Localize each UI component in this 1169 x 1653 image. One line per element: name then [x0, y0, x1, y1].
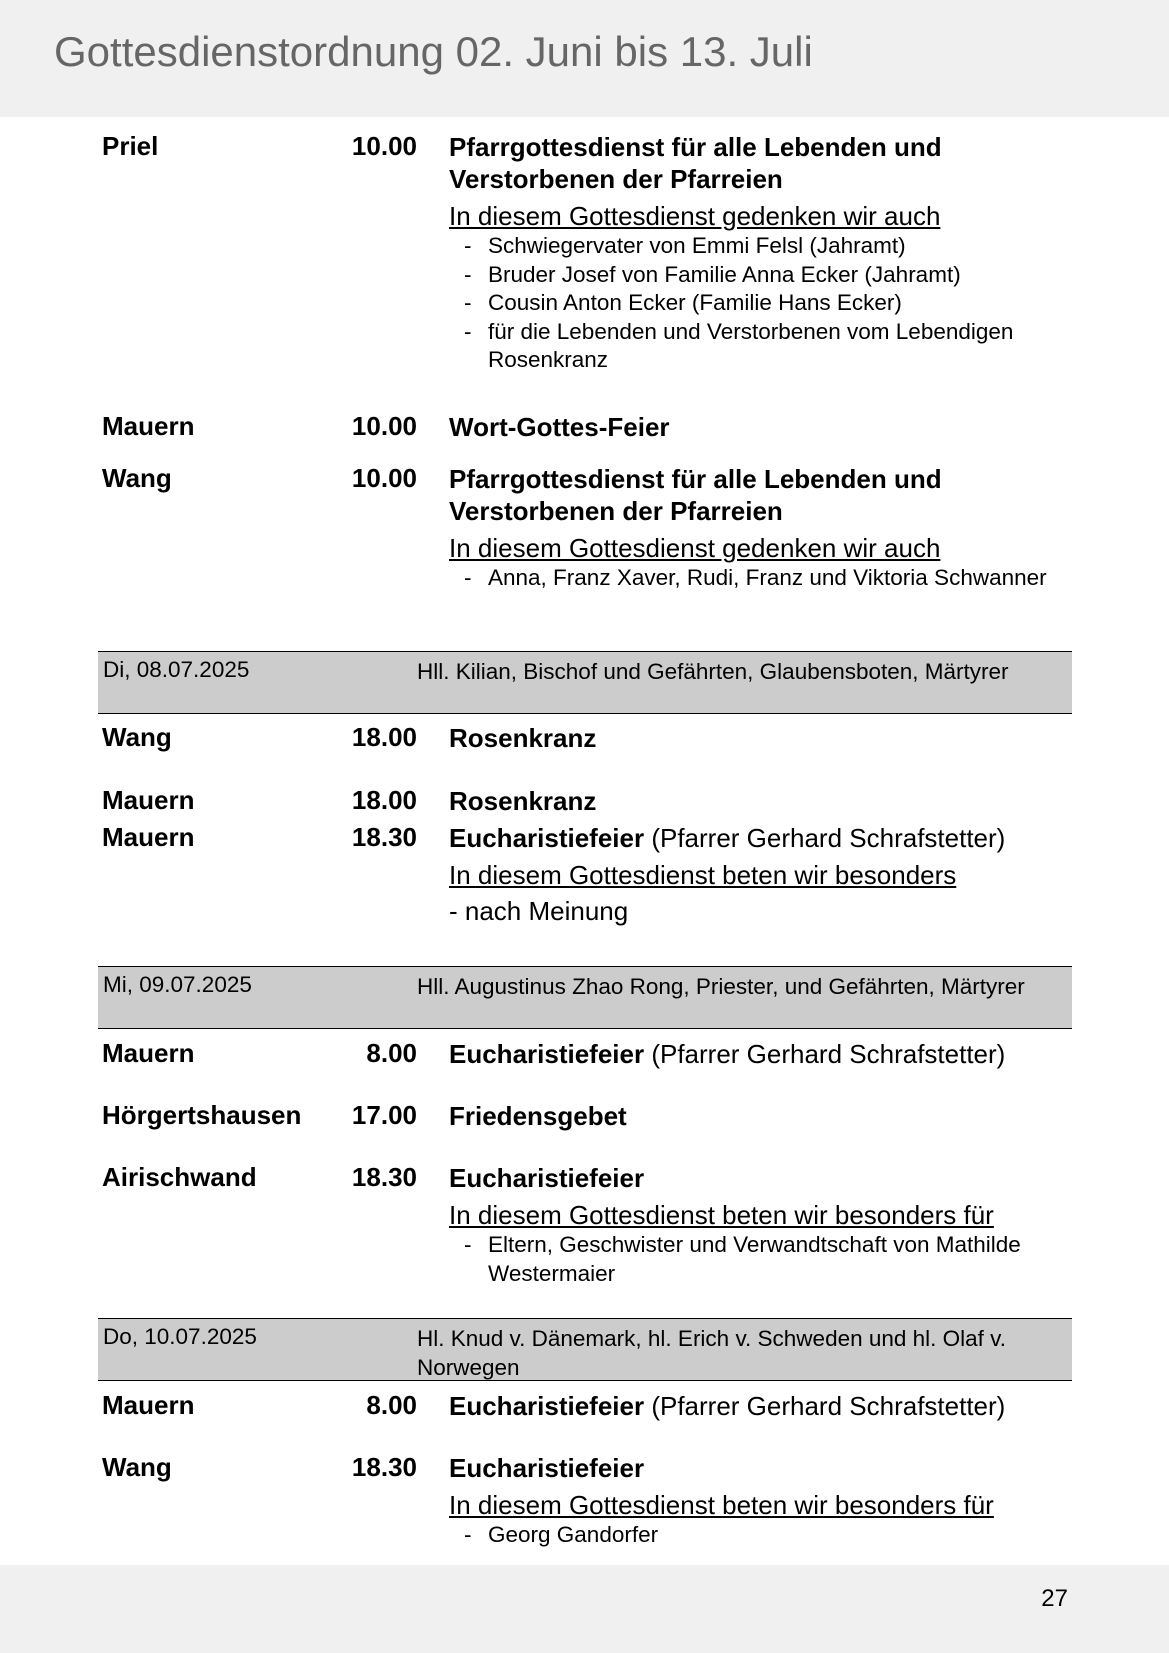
intention-item: - Schwiegervater von Emmi Felsl (Jahramt): [464, 233, 906, 258]
time: 18.30: [351, 822, 417, 852]
place: Mauern: [102, 822, 195, 852]
place: Wang: [102, 463, 172, 493]
service-details: [449, 1162, 1049, 1288]
day-feast: Hll. Kilian, Bischof und Gefährten, Glaubensboten, Märtyrer: [417, 659, 1009, 684]
page-header: [0, 0, 1169, 117]
intentions-list: [449, 232, 1069, 375]
time: 17.00: [351, 1100, 417, 1130]
service-details: [449, 131, 1069, 375]
service-title: Rosenkranz: [449, 786, 597, 816]
intention-text: - nach Meinung: [449, 896, 629, 926]
place: Mauern: [102, 1038, 195, 1068]
place: Priel: [102, 131, 159, 161]
intention-item: - Eltern, Geschwister und Verwandtschaft von Mathilde Westermaier: [464, 1232, 1021, 1286]
time: 18.00: [351, 722, 417, 752]
day-date: Mi, 09.07.2025: [103, 972, 252, 997]
day-feast: Hl. Knud v. Dänemark, hl. Erich v. Schweden und hl. Olaf v. Norwegen: [417, 1326, 1007, 1380]
service-details: [449, 463, 1069, 593]
service-note: (Pfarrer Gerhard Schrafstetter): [651, 1039, 1006, 1069]
service-title: Eucharistiefeier: [449, 1453, 645, 1483]
time: 8.00: [366, 1390, 417, 1420]
service-details: [449, 1100, 1069, 1132]
day-header: [98, 966, 1072, 1029]
intention-item: - Georg Gandorfer: [464, 1522, 659, 1547]
service-note: (Pfarrer Gerhard Schrafstetter): [651, 1391, 1006, 1421]
day-date: Do, 10.07.2025: [103, 1324, 257, 1349]
page-footer: [0, 1565, 1169, 1653]
place: Hörgertshausen: [102, 1100, 302, 1130]
service-details: [449, 1452, 1069, 1550]
service-title: Wort-Gottes-Feier: [449, 412, 670, 442]
place: Airischwand: [102, 1162, 257, 1192]
service-details: [449, 822, 1089, 927]
intentions-list: [449, 564, 1069, 593]
time: 18.00: [351, 785, 417, 815]
time: 18.30: [351, 1162, 417, 1192]
intentions-heading: In diesem Gottesdienst beten wir besonders: [449, 860, 957, 890]
service-note: (Pfarrer Gerhard Schrafstetter): [651, 823, 1006, 853]
service-title: Eucharistiefeier: [449, 823, 645, 853]
service-details: [449, 1038, 1089, 1070]
day-header: [98, 651, 1072, 714]
intention-item: - Anna, Franz Xaver, Rudi, Franz und Viktoria Schwanner: [464, 565, 1047, 590]
intentions-heading: In diesem Gottesdienst gedenken wir auch: [449, 533, 941, 563]
page-title: Gottesdienstordnung 02. Juni bis 13. Juli: [54, 28, 813, 75]
intentions-heading: In diesem Gottesdienst gedenken wir auch: [449, 201, 941, 231]
time: 10.00: [351, 411, 417, 441]
service-title: Eucharistiefeier: [449, 1163, 645, 1193]
service-title: Friedensgebet: [449, 1101, 627, 1131]
service-details: [449, 411, 1069, 443]
day-feast: Hll. Augustinus Zhao Rong, Priester, und Gefährten, Märtyrer: [417, 974, 1025, 999]
intentions-heading: In diesem Gottesdienst beten wir besonders für: [449, 1490, 994, 1520]
intention-item: - Cousin Anton Ecker (Familie Hans Ecker): [464, 290, 902, 315]
day-date: Di, 08.07.2025: [103, 657, 250, 682]
service-title: Eucharistiefeier: [449, 1391, 645, 1421]
time: 10.00: [351, 131, 417, 161]
service-details: [449, 722, 1069, 754]
intentions-list: [449, 1521, 1069, 1550]
time: 10.00: [351, 463, 417, 493]
page-number: 27: [1041, 1585, 1068, 1612]
service-details: [449, 785, 1069, 817]
place: Mauern: [102, 1390, 195, 1420]
service-title: Pfarrgottesdienst für alle Lebenden und Verstorbenen der Pfarreien: [449, 132, 942, 194]
intention-item: - Bruder Josef von Familie Anna Ecker (Jahramt): [464, 261, 961, 287]
place: Wang: [102, 722, 172, 752]
service-details: [449, 1390, 1089, 1422]
service-title: Rosenkranz: [449, 723, 597, 753]
service-title: Eucharistiefeier: [449, 1039, 645, 1069]
place: Mauern: [102, 785, 195, 815]
time: 18.30: [351, 1452, 417, 1482]
intentions-list: [449, 1231, 1049, 1288]
place: Mauern: [102, 411, 195, 441]
intentions-heading: In diesem Gottesdienst beten wir besonders für: [449, 1200, 994, 1230]
place: Wang: [102, 1452, 172, 1482]
intention-item: - für die Lebenden und Verstorbenen vom Lebendigen Rosenkranz: [464, 318, 1014, 372]
service-title: Pfarrgottesdienst für alle Lebenden und Verstorbenen der Pfarreien: [449, 464, 942, 526]
time: 8.00: [366, 1038, 417, 1068]
day-header: [98, 1318, 1072, 1381]
